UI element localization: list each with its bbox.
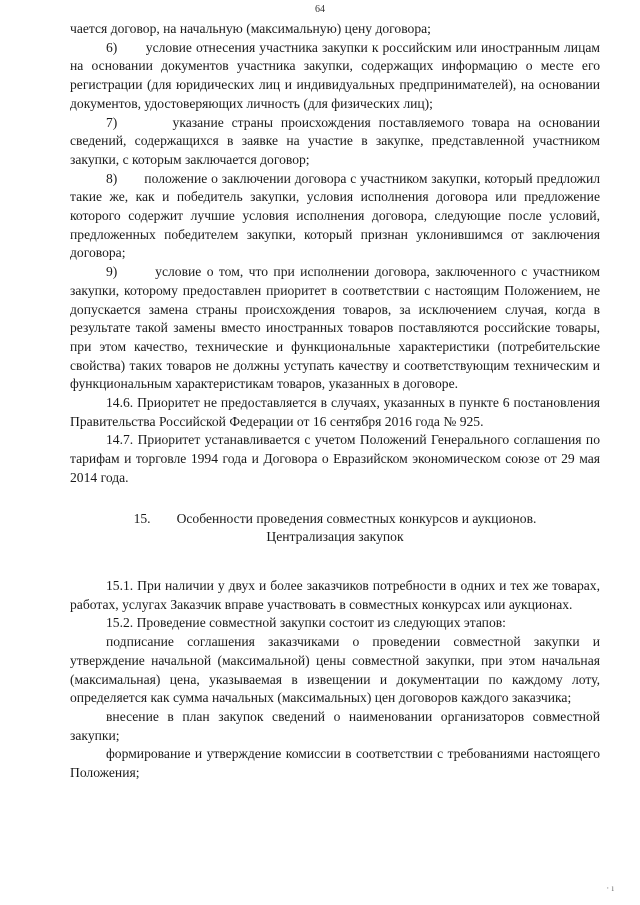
page-number: 64 xyxy=(315,4,325,15)
list-item-7: 7) указание страны происхождения поставляемого товара на основании сведений, содержащихся в заявке на участие в закупке, представленной участником закупки, с которым заключается договор; xyxy=(70,114,600,167)
paragraph-15-2: 15.2. Проведение совместной закупки состоит из следующих этапов: xyxy=(106,615,506,631)
list-item-8: 8) положение о заключении договора с участником закупки, который предложил такие же, как и победитель закупки, условия исполнения договора или предложение которого содержит лучшие условия исполнения договора, следующие после условий, предложенных победителем закупки, который признан уклонившимся от заключения договора; xyxy=(70,170,600,261)
paragraph-15-1: 15.1. При наличии у двух и более заказчиков потребности в одних и тех же товарах, работах, услугах Заказчик вправе участвовать в совместных конкурсах или аукционах. xyxy=(70,577,600,612)
section-heading xyxy=(70,510,600,547)
document-body xyxy=(70,20,600,783)
stage-item: подписание соглашения заказчиками о проведении совместной закупки и утверждение начальной (максимальной) цены совместной закупки, при этом начальная (максимальная) цена, указываемая в извещении и документации по каждому лоту, определяется как сумма начальных (максимальных) цен договоров каждого заказчика; xyxy=(70,634,600,706)
stage-item: формирование и утверждение комиссии в соответствии с требованиями настоящего Положения; xyxy=(70,746,600,781)
paragraph-continuation: чается договор, на начальную (максимальную) цену договора; xyxy=(70,21,431,36)
paragraph-14-7: 14.7. Приоритет устанавливается с учетом Положений Генерального соглашения по тарифам и торговле 1994 года и Договора о Евразийском экономическом союзе от 29 мая 2014 года. xyxy=(70,432,600,485)
paragraph-14-6: 14.6. Приоритет не предоставляется в случаях, указанных в пункте 6 постановления Правительства Российской Федерации от 16 сентября 2016 года № 925. xyxy=(70,395,600,429)
scan-mark: · ı xyxy=(606,883,614,893)
list-item-6: 6) условие отнесения участника закупки к российским или иностранным лицам на основании документов участника закупки, содержащих информацию о месте его регистрации (для юридических лиц и индивидуальных предпринимателей), на основании документов, удостоверяющих личность (для физических лиц); xyxy=(70,39,600,111)
section-title: Особенности проведения совместных конкурсов и аукционов. Централизация закупок xyxy=(176,510,537,545)
list-item-9: 9) условие о том, что при исполнении договора, заключенного с участником закупки, которому предоставлен приоритет в соответствии с настоящим Положением, не допускается замена страны происхождения товаров, за исключением случая, когда в результате такой замены вместо иностранных товаров поставляются российские товары, при этом качество, технические и функциональные характеристики (потребительские свойства) таких товаров не должны уступать качеству и соответствующим техническим и функциональным характеристикам товаров, указанных в договоре. xyxy=(70,264,600,392)
stage-item: внесение в план закупок сведений о наименовании организаторов совместной закупки; xyxy=(70,708,600,743)
section-number: 15. xyxy=(133,510,151,526)
